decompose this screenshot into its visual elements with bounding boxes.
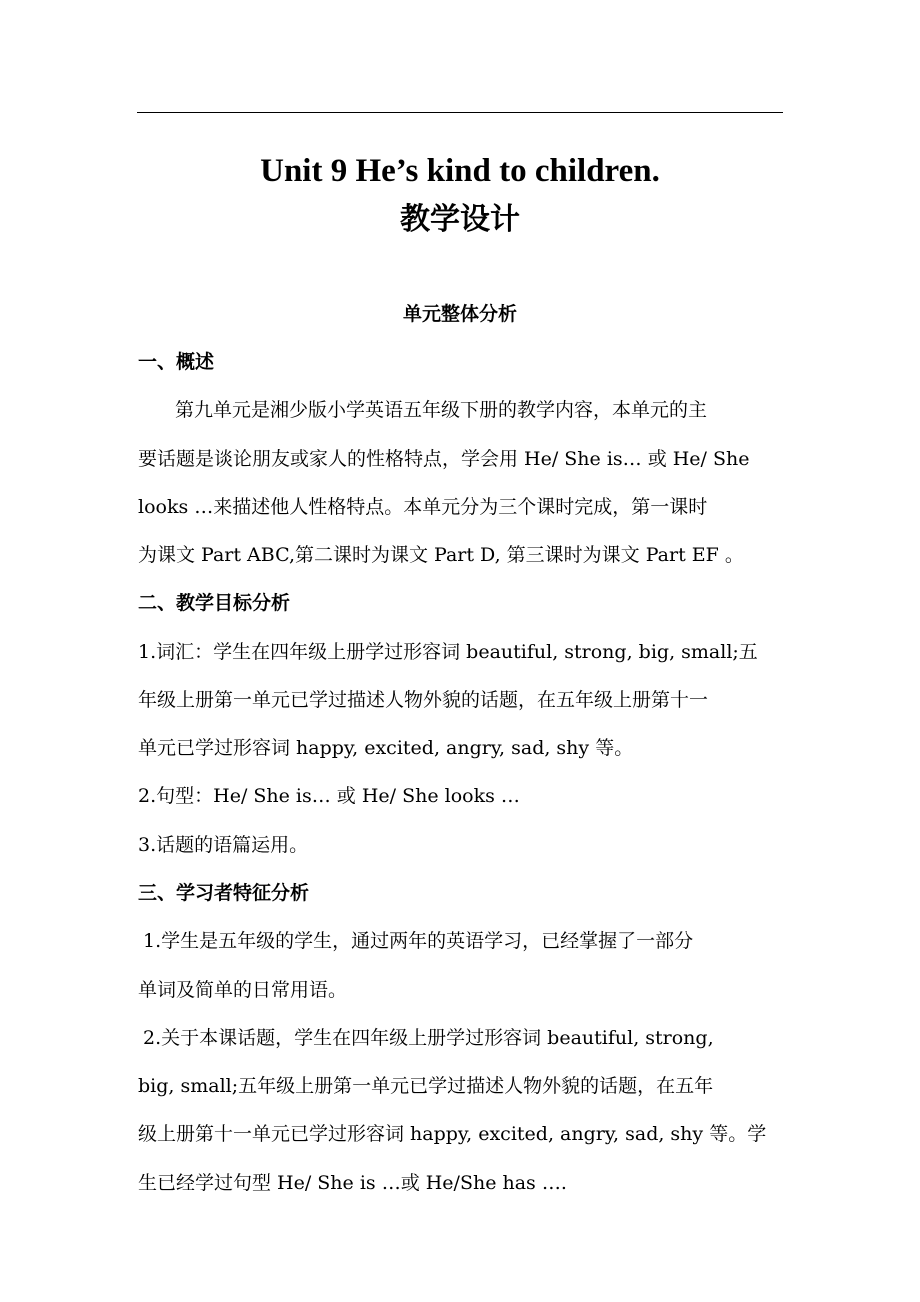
document-title-english: Unit 9 He’s kind to children. <box>260 153 660 189</box>
overview-line: 要话题是谈论朋友或家人的性格特点，学会用 He/ She is… 或 He/ She <box>138 448 750 470</box>
learners-line: 1.学生是五年级的学生，通过两年的英语学习，已经掌握了一部分 <box>143 930 694 952</box>
objectives-line: 3.话题的语篇运用。 <box>138 834 309 856</box>
overview-heading: 一、概述 <box>138 351 215 373</box>
overview-line: looks …来描述他人性格特点。本单元分为三个课时完成，第一课时 <box>138 496 708 518</box>
document-title-chinese: 教学设计 <box>400 202 520 237</box>
header-rule <box>137 112 783 113</box>
objectives-line: 1.词汇：学生在四年级上册学过形容词 beautiful, strong, big, small;五 <box>138 641 758 663</box>
learners-line: big, small;五年级上册第一单元已学过描述人物外貌的话题，在五年 <box>138 1075 714 1097</box>
learners-line: 生已经学过句型 He/ She is …或 He/She has …. <box>138 1172 567 1194</box>
objectives-line: 单元已学过形容词 happy, excited, angry, sad, shy 等。 <box>138 737 634 759</box>
section-title: 单元整体分析 <box>402 303 517 325</box>
learners-line: 2.关于本课话题，学生在四年级上册学过形容词 beautiful, strong, <box>143 1027 714 1049</box>
objectives-heading: 二、教学目标分析 <box>138 592 291 614</box>
objectives-line: 年级上册第一单元已学过描述人物外貌的话题，在五年级上册第十一 <box>138 689 709 711</box>
overview-line: 为课文 Part ABC,第二课时为课文 Part D, 第三课时为课文 Part EF 。 <box>138 544 744 566</box>
objectives-line: 2.句型：He/ She is… 或 He/ She looks … <box>138 785 520 807</box>
learners-line: 单词及简单的日常用语。 <box>138 979 348 1001</box>
learners-heading: 三、学习者特征分析 <box>138 882 310 904</box>
overview-line: 第九单元是湘少版小学英语五年级下册的教学内容，本单元的主 <box>175 399 708 421</box>
learners-line: 级上册第十一单元已学过形容词 happy, excited, angry, sad, shy 等。学 <box>138 1123 767 1145</box>
